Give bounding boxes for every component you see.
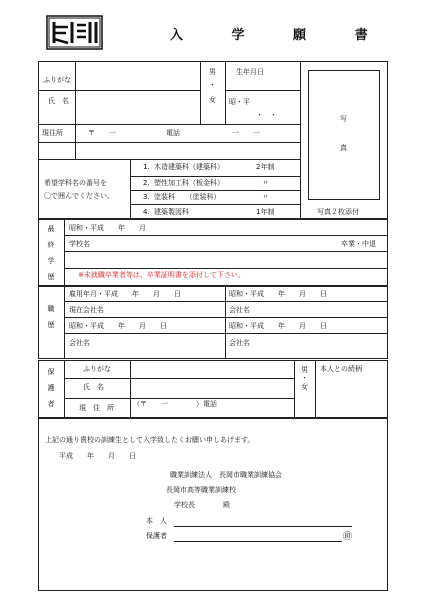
course-term-4: 1年制	[256, 208, 275, 216]
photo-note: 写真２枚添付	[317, 208, 359, 216]
application-date[interactable]: 平成 年 月 日	[59, 452, 136, 460]
guardian-address-value[interactable]: （〒 一 ）電話	[133, 400, 217, 408]
guardian-sex-dot: ・	[301, 374, 308, 382]
course-term-1: 2年制	[256, 163, 275, 171]
relation-label: 本人との続柄	[320, 365, 362, 373]
guardian-name-label: 氏 名	[83, 383, 104, 391]
school-logo	[46, 15, 103, 50]
course-prompt-1: 希望学科名の番号を	[44, 179, 107, 187]
graduation-status[interactable]: 卒業・中退	[341, 240, 376, 248]
course-num-3[interactable]: 3.	[143, 193, 150, 201]
principal-line: 学校長 殿	[174, 501, 230, 509]
course-name-1: 木造建築科（建築科）	[154, 163, 224, 171]
name-label: 氏 名	[48, 97, 69, 105]
certificate-note: ※未就職卒業者等は、卒業証明書を添付して下さい。	[78, 271, 245, 279]
education-era-date[interactable]: 昭和・平成 年 月	[69, 224, 146, 232]
photo-box[interactable]	[308, 70, 380, 200]
seal-mark: ㊞	[343, 532, 353, 542]
course-term-2: 〃	[262, 179, 269, 187]
guardian-section-label: 保護者	[47, 368, 55, 416]
education-section-label: 最終学歴	[47, 225, 55, 289]
sex-dot: ・	[209, 81, 216, 89]
employment-date-2[interactable]: 昭和・平成 年 月 日	[69, 322, 167, 330]
phone-label: 電話	[166, 129, 180, 137]
phone-dashes[interactable]: 一 一	[232, 129, 260, 137]
company-name-label-1: 会社名	[229, 306, 250, 314]
guardian-sex-male[interactable]: 男	[301, 366, 308, 374]
form-title: 入 学 願 書	[170, 28, 390, 43]
applicant-signature-line[interactable]	[174, 526, 352, 527]
postal-code[interactable]: 〒 一	[88, 129, 116, 137]
applicant-signature-label: 本 人	[146, 517, 167, 525]
guardian-sex-female[interactable]: 女	[301, 383, 308, 391]
birth-date-dots: ・ ・	[256, 111, 277, 119]
birth-date-label: 生年月日	[236, 68, 264, 76]
course-name-2: 塑性加工科（板金科）	[154, 179, 224, 187]
address-label: 現住所	[42, 129, 63, 137]
photo-text-2: 真	[340, 144, 347, 152]
course-num-4[interactable]: 4.	[143, 208, 150, 216]
corporation-name: 職業訓練法人 長岡市職業訓練協会	[170, 471, 282, 479]
school-name-label: 学校名	[69, 240, 90, 248]
course-num-2[interactable]: 2.	[143, 179, 150, 187]
sex-female[interactable]: 女	[209, 96, 216, 104]
hire-date[interactable]: 雇用年月・平成 年 月 日	[69, 290, 181, 298]
course-prompt-2: 〇で囲んでください。	[44, 192, 114, 200]
furigana-label: ふりがな	[43, 76, 71, 84]
declaration-statement: 上記の通り貴校の訓練生として入学致したくお願い申しあげます。	[45, 436, 255, 444]
employment-section-label: 職歴	[47, 305, 55, 337]
sex-male[interactable]: 男	[209, 68, 216, 76]
company-name-label-2: 会社名	[69, 339, 90, 347]
company-name-label-3: 会社名	[229, 339, 250, 347]
current-company-label: 現在会社名	[69, 306, 104, 314]
course-name-3: 塗装科 （塗装科）	[154, 193, 221, 201]
guardian-signature-line[interactable]	[174, 541, 342, 542]
employment-date-1[interactable]: 昭和・平成 年 月 日	[229, 290, 327, 298]
guardian-furigana-label: ふりがな	[83, 365, 111, 373]
course-num-1[interactable]: 1.	[143, 163, 150, 171]
birth-era[interactable]: 昭・平	[229, 98, 250, 106]
guardian-address-label: 現 住 所	[79, 404, 114, 412]
photo-text-1: 写	[340, 115, 347, 123]
school-name: 長岡市高等職業訓練校	[166, 486, 236, 494]
course-term-3: 〃	[262, 193, 269, 201]
employment-date-3[interactable]: 昭和・平成 年 月 日	[229, 322, 327, 330]
guardian-signature-label: 保護者	[146, 532, 167, 540]
course-name-4: 建築製図科	[154, 208, 189, 216]
